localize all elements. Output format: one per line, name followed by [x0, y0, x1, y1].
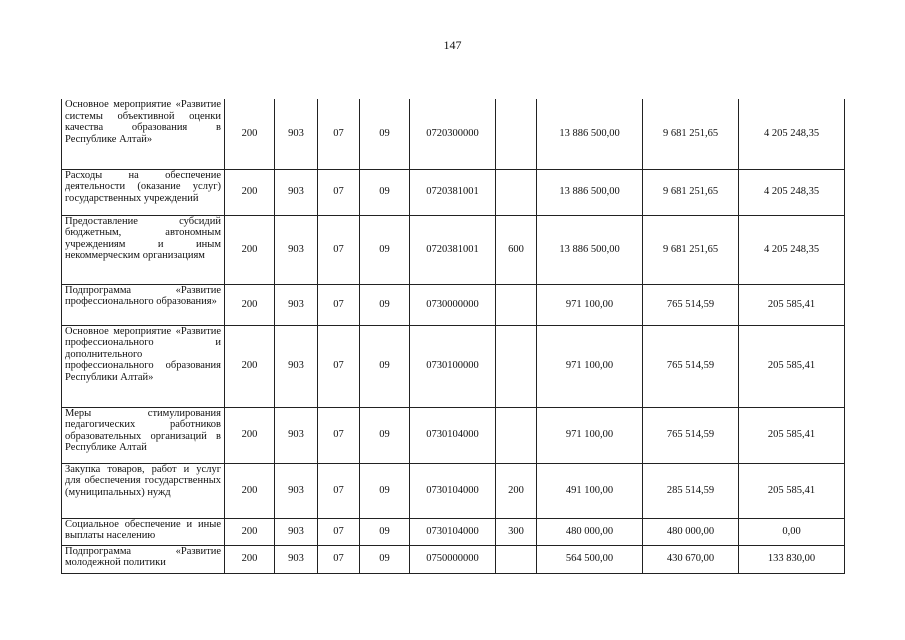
table-row — [62, 215, 845, 284]
row-name: Основное мероприятие «Развитие профессионального и дополнительного профессионального образования Республики Алтай» — [62, 325, 225, 407]
row-done: 765 514,59 — [643, 407, 739, 463]
row-code: 200 — [225, 215, 275, 284]
row-done: 285 514,59 — [643, 463, 739, 518]
budget-table-body — [62, 99, 845, 573]
row-name: Подпрограмма «Развитие профессионального образования» — [62, 284, 225, 325]
row-code: 200 — [225, 545, 275, 573]
row-done: 765 514,59 — [643, 284, 739, 325]
row-plan: 480 000,00 — [537, 518, 643, 545]
table-row — [62, 169, 845, 215]
row-target: 0720381001 — [410, 215, 496, 284]
row-vr: 200 — [496, 463, 537, 518]
page-number: 147 — [443, 38, 462, 52]
table-row — [62, 284, 845, 325]
table-row — [62, 463, 845, 518]
table-row — [62, 325, 845, 407]
row-subsection: 09 — [360, 169, 410, 215]
row-done: 480 000,00 — [643, 518, 739, 545]
row-rest: 205 585,41 — [739, 463, 845, 518]
row-subsection: 09 — [360, 284, 410, 325]
row-plan: 13 886 500,00 — [537, 169, 643, 215]
row-vr — [496, 545, 537, 573]
row-admin: 903 — [275, 518, 318, 545]
row-done: 9 681 251,65 — [643, 215, 739, 284]
row-rest: 133 830,00 — [739, 545, 845, 573]
row-vr: 600 — [496, 215, 537, 284]
row-section: 07 — [318, 215, 360, 284]
row-plan: 564 500,00 — [537, 545, 643, 573]
row-rest: 0,00 — [739, 518, 845, 545]
table-row — [62, 518, 845, 545]
row-section: 07 — [318, 99, 360, 169]
row-vr — [496, 407, 537, 463]
row-vr — [496, 284, 537, 325]
row-plan: 971 100,00 — [537, 325, 643, 407]
row-name: Социальное обеспечение и иные выплаты населению — [62, 518, 225, 545]
row-code: 200 — [225, 99, 275, 169]
budget-table — [61, 99, 845, 574]
row-vr — [496, 99, 537, 169]
row-code: 200 — [225, 284, 275, 325]
table-row — [62, 99, 845, 169]
row-subsection: 09 — [360, 463, 410, 518]
row-name: Основное мероприятие «Развитие системы объективной оценки качества образования в Республике Алтай» — [62, 99, 225, 169]
row-section: 07 — [318, 284, 360, 325]
row-name: Расходы на обеспечение деятельности (оказание услуг) государственных учреждений — [62, 169, 225, 215]
row-rest: 4 205 248,35 — [739, 215, 845, 284]
row-target: 0730000000 — [410, 284, 496, 325]
row-done: 430 670,00 — [643, 545, 739, 573]
row-target: 0730100000 — [410, 325, 496, 407]
row-admin: 903 — [275, 99, 318, 169]
row-subsection: 09 — [360, 518, 410, 545]
row-section: 07 — [318, 545, 360, 573]
row-done: 9 681 251,65 — [643, 99, 739, 169]
row-name: Закупка товаров, работ и услуг для обеспечения государственных (муниципальных) нужд — [62, 463, 225, 518]
row-admin: 903 — [275, 284, 318, 325]
table-row — [62, 545, 845, 573]
row-section: 07 — [318, 463, 360, 518]
row-rest: 205 585,41 — [739, 284, 845, 325]
row-admin: 903 — [275, 325, 318, 407]
row-vr: 300 — [496, 518, 537, 545]
row-plan: 971 100,00 — [537, 407, 643, 463]
row-target: 0730104000 — [410, 463, 496, 518]
row-vr — [496, 169, 537, 215]
row-admin: 903 — [275, 215, 318, 284]
row-name: Меры стимулирования педагогических работников образовательных организаций в Республике Алтай — [62, 407, 225, 463]
row-name: Предоставление субсидий бюджетным, автономным учреждениям и иным некоммерческим организациям — [62, 215, 225, 284]
row-done: 765 514,59 — [643, 325, 739, 407]
row-target: 0730104000 — [410, 518, 496, 545]
row-section: 07 — [318, 407, 360, 463]
row-plan: 13 886 500,00 — [537, 215, 643, 284]
row-rest: 205 585,41 — [739, 325, 845, 407]
row-plan: 971 100,00 — [537, 284, 643, 325]
row-plan: 491 100,00 — [537, 463, 643, 518]
row-section: 07 — [318, 518, 360, 545]
row-subsection: 09 — [360, 325, 410, 407]
row-vr — [496, 325, 537, 407]
row-subsection: 09 — [360, 99, 410, 169]
row-rest: 4 205 248,35 — [739, 169, 845, 215]
row-target: 0750000000 — [410, 545, 496, 573]
row-subsection: 09 — [360, 545, 410, 573]
row-admin: 903 — [275, 407, 318, 463]
row-admin: 903 — [275, 463, 318, 518]
row-section: 07 — [318, 169, 360, 215]
row-admin: 903 — [275, 169, 318, 215]
row-done: 9 681 251,65 — [643, 169, 739, 215]
row-code: 200 — [225, 407, 275, 463]
row-subsection: 09 — [360, 215, 410, 284]
row-rest: 205 585,41 — [739, 407, 845, 463]
row-subsection: 09 — [360, 407, 410, 463]
row-code: 200 — [225, 169, 275, 215]
row-target: 0720381001 — [410, 169, 496, 215]
row-name: Подпрограмма «Развитие молодежной политики — [62, 545, 225, 573]
row-target: 0730104000 — [410, 407, 496, 463]
row-target: 0720300000 — [410, 99, 496, 169]
row-code: 200 — [225, 463, 275, 518]
table-row — [62, 407, 845, 463]
row-code: 200 — [225, 518, 275, 545]
row-code: 200 — [225, 325, 275, 407]
row-section: 07 — [318, 325, 360, 407]
row-rest: 4 205 248,35 — [739, 99, 845, 169]
row-admin: 903 — [275, 545, 318, 573]
row-plan: 13 886 500,00 — [537, 99, 643, 169]
